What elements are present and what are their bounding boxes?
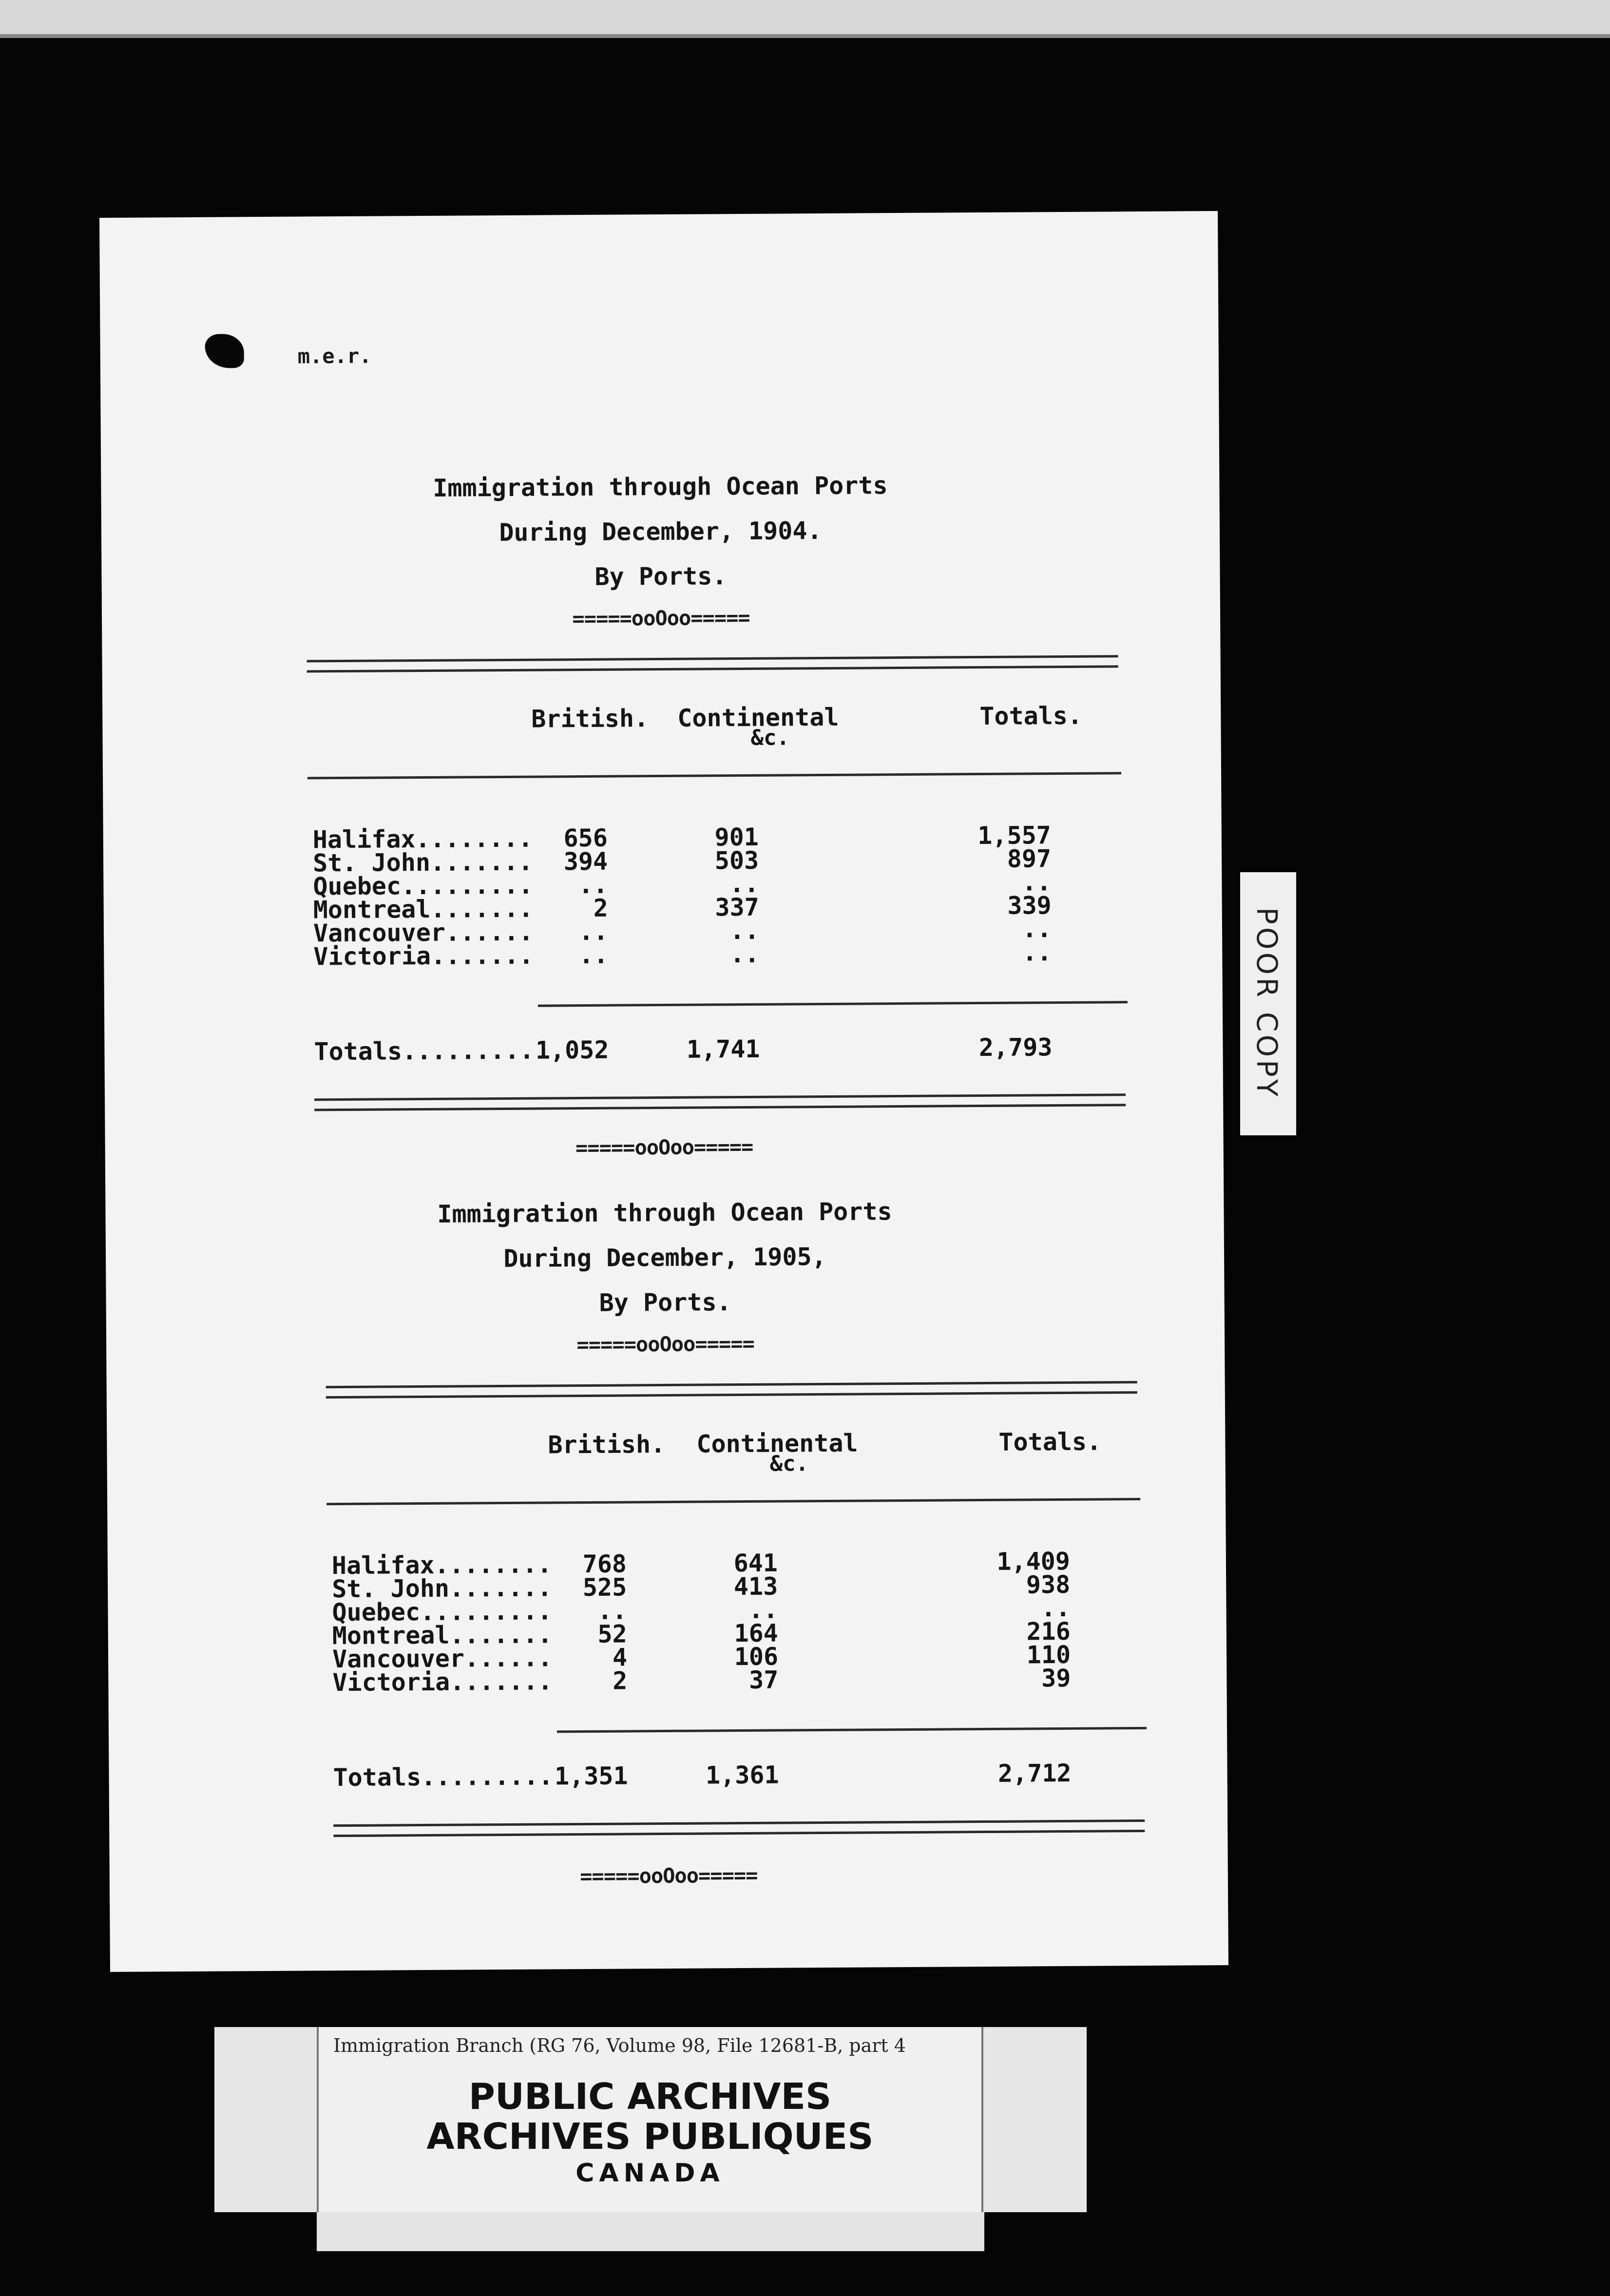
archive-country: CANADA <box>575 2159 725 2188</box>
column-header-british: British. <box>548 1430 666 1459</box>
continental-value: 413 <box>733 1572 778 1601</box>
totals-value: 39 <box>1041 1664 1071 1693</box>
continental-value: 503 <box>714 846 759 875</box>
table-row <box>313 938 1142 971</box>
table-title: Immigration through Ocean Ports <box>433 471 888 502</box>
continental-value: 106 <box>734 1642 779 1671</box>
british-total: 1,351 <box>554 1761 628 1791</box>
totals-value: 938 <box>1026 1570 1071 1599</box>
continental-value: .. <box>729 869 759 899</box>
totals-value: 1,557 <box>978 821 1051 850</box>
british-total: 1,052 <box>535 1035 609 1065</box>
port-name: Halifax........ <box>331 1550 552 1580</box>
port-name: Halifax........ <box>312 824 533 854</box>
table-row <box>332 1664 1161 1697</box>
port-name: St. John....... <box>312 847 533 878</box>
column-header-totals: Totals. <box>979 701 1083 731</box>
archive-name-english: PUBLIC ARCHIVES <box>468 2076 832 2118</box>
header-rule <box>307 772 1121 779</box>
port-name: St. John....... <box>332 1573 552 1604</box>
document-reference: m.e.r. <box>297 344 372 368</box>
header-rule <box>326 1498 1140 1505</box>
film-top-strip <box>0 0 1610 38</box>
table-title: Immigration through Ocean Ports <box>437 1197 892 1228</box>
totals-value: .. <box>1041 1593 1071 1623</box>
double-rule <box>314 1093 1126 1111</box>
table-december-1904 <box>101 469 1219 1160</box>
continental-value: 337 <box>715 893 759 922</box>
column-header-continental: Continental <box>696 1429 858 1458</box>
totals-value: .. <box>1022 915 1052 943</box>
archive-name-french: ARCHIVES PUBLIQUES <box>426 2116 874 2158</box>
port-name: Victoria....... <box>313 941 534 971</box>
totals-row <box>333 1757 1451 1792</box>
port-name: Montreal....... <box>313 894 534 924</box>
totals-value: 216 <box>1026 1617 1071 1646</box>
table-subtitle: During December, 1905, <box>503 1242 826 1273</box>
port-name: Montreal....... <box>332 1620 553 1650</box>
ornament-divider: =====ooOoo===== <box>572 605 750 631</box>
table-by-line: By Ports. <box>594 562 727 591</box>
column-header-continental: Continental <box>677 703 839 732</box>
ornament-divider: =====ooOoo===== <box>580 1863 758 1889</box>
british-value: 4 <box>612 1643 628 1672</box>
ink-blot-mark <box>205 334 244 368</box>
continental-value: 164 <box>734 1619 778 1648</box>
ornament-divider: =====ooOoo===== <box>575 1134 753 1160</box>
table-body <box>313 821 1142 981</box>
totals-value: .. <box>1022 938 1052 967</box>
column-header-continental-sub: &c. <box>750 725 790 750</box>
continental-value: 641 <box>733 1549 778 1578</box>
totals-value: .. <box>1021 868 1052 897</box>
british-value: 768 <box>582 1550 627 1579</box>
totals-value: 110 <box>1026 1640 1071 1669</box>
british-value: 2 <box>613 1666 628 1695</box>
continental-value: 37 <box>748 1665 779 1694</box>
continental-total: 1,741 <box>686 1034 760 1064</box>
british-value: .. <box>578 940 609 970</box>
british-value: 394 <box>563 847 608 876</box>
port-name: Quebec......... <box>332 1597 553 1627</box>
table-december-1905 <box>105 1195 1224 1889</box>
totals-value: 339 <box>1007 891 1052 920</box>
port-name: Vancouver...... <box>332 1644 553 1674</box>
poor-copy-tag <box>1240 872 1296 1135</box>
british-value: 656 <box>563 823 608 853</box>
archive-label <box>214 2027 1087 2212</box>
column-header-british: British. <box>531 704 649 733</box>
continental-value: 901 <box>714 823 759 852</box>
film-bottom-strip <box>317 2212 984 2251</box>
british-value: 52 <box>597 1620 627 1648</box>
continental-value: .. <box>748 1595 778 1624</box>
totals-value: 897 <box>1007 844 1052 873</box>
port-name: Vancouver...... <box>313 918 534 948</box>
totals-label: Totals......... <box>333 1762 554 1792</box>
british-value: 2 <box>593 894 608 922</box>
totals-rule <box>557 1727 1147 1733</box>
table-by-line: By Ports. <box>599 1288 731 1317</box>
archive-reference: Immigration Branch (RG 76, Volume 98, File 12681-B, part 4 <box>333 2035 906 2056</box>
table-subtitle: During December, 1904. <box>499 516 822 547</box>
continental-total: 1,361 <box>705 1760 779 1790</box>
ornament-divider: =====ooOoo===== <box>576 1331 754 1357</box>
totals-value: 1,409 <box>997 1547 1071 1576</box>
continental-value: .. <box>729 939 760 969</box>
british-value: .. <box>578 870 608 899</box>
column-header-totals: Totals. <box>998 1427 1102 1456</box>
column-header-continental-sub: &c. <box>769 1451 809 1476</box>
british-value: .. <box>578 917 609 946</box>
double-rule <box>307 655 1118 672</box>
british-value: 525 <box>582 1573 627 1602</box>
continental-value: .. <box>729 916 760 945</box>
port-name: Victoria....... <box>332 1667 553 1697</box>
british-value: .. <box>597 1596 627 1625</box>
document-page <box>99 211 1228 1972</box>
totals-label: Totals......... <box>314 1036 535 1066</box>
double-rule <box>333 1819 1145 1837</box>
totals-rule <box>538 1001 1128 1007</box>
poor-copy-text: POOR COPY <box>1250 907 1284 1100</box>
port-name: Quebec......... <box>313 871 534 901</box>
table-body <box>332 1547 1161 1707</box>
archive-label-panel <box>317 2027 983 2212</box>
grand-total: 2,793 <box>978 1033 1053 1062</box>
grand-total: 2,712 <box>997 1759 1072 1788</box>
double-rule <box>326 1381 1137 1398</box>
